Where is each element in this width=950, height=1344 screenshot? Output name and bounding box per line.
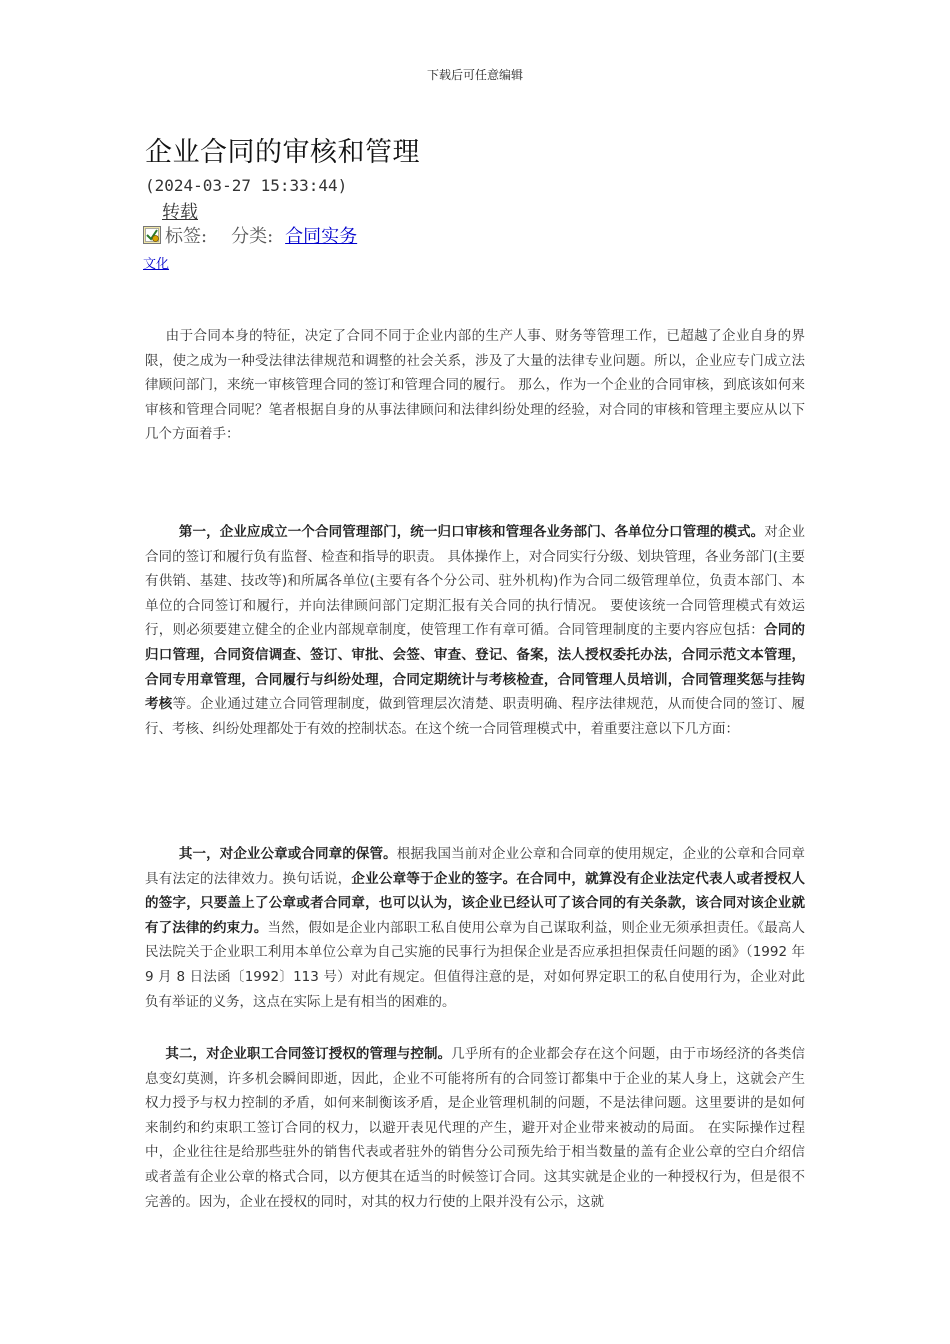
intro-text: 由于合同本身的特征，决定了合同不同于企业内部的生产人事、财务等管理工作，已超越了企业自身的界限，使之成为一种受法律法律规范和调整的社会关系，涉及了大量的法律专业问题。所以，企业应专门成立法律顾问部门，来统一审核管理合同的签订和管理合同的履行。 那么，作为一个企业的合同审核，到底该如何来审核和管理合同呢？笔者根据自身的从事法律顾问和法律纠纷处理的经验，对合同的审核和管理主要应从以下几个方面着手： [145, 328, 805, 443]
first-bold-list: 合同的归口管理，合同资信调查、签订、审批、会签、审查、登记、备案，法人授权委托办法，合同示范文本管理，合同专用章管理，合同履行与纠纷处理，合同定期统计与考核检查，合同管理人员培训，合同管理奖惩与挂钩考核 [145, 622, 806, 713]
paragraph-seal [145, 842, 805, 1014]
authorization-text: 几乎所有的企业都会存在这个问题，由于市场经济的各类信息变幻莫测，许多机会瞬间即逝，因此，企业不可能将所有的合同签订都集中于企业的某人身上，这就会产生权力授予与权力控制的矛盾，如何来制衡该矛盾，是企业管理机制的问题，不是法律问题。这里要讲的是如何来制约和约束职工签订合同的权力，以避开表见代理的产生，避开对企业带来被动的局面。 在实际操作过程中，企业往往是给那些驻外的销售代表或者驻外的销售分公司预先给于相当数量的盖有企业公章的空白介绍信或者盖有企业公章的格式合同，以方便其在适当的时候签订合同。这其实就是企业的一种授权行为，但是很不完善的。因为，企业在授权的同时，对其的权力行使的上限并没有公示，这就 [145, 1046, 806, 1210]
first-text: 对企业合同的签订和履行负有监督、检查和指导的职责。 具体操作上，对合同实行分级、划块管理，各业务部门(主要有供销、基建、技改等)和所属各单位(主要有各个分公司、驻外机构)作为合同二级管理单位，负责本部门、本单位的合同签订和履行，并向法律顾问部门定期汇报有关合同的执行情况。 要使该统一合同管理模式有效运行，则必须要建立健全的企业内部规章制度，使管理工作有章可循。合同管理制度的主要内容应包括： [145, 524, 806, 639]
seal-text: 根据我国当前对企业公章和合同章的使用规定，企业的公章和合同章具有法定的法律效力。换句话说， [145, 846, 806, 887]
first-heading: 第一，企业应成立一个合同管理部门，统一归口审核和管理各业务部门、各单位分口管理的模式。 [178, 524, 765, 540]
culture-link[interactable]: 文化 [143, 257, 170, 272]
seal-text-2: 当然，假如是企业内部职工私自使用公章为自己谋取利益，则企业无须承担责任。《最高人民法院关于企业职工利用本单位公章为自己实施的民事行为担保企业是否应承担担保责任问题的函》（1992 年 9 月 8 日法函〔1992〕113 号）对此有规定。但值得注意的是，对如何界定职工的私自使用行为，企业对此负有举证的义务，这点在实际上是有相当的困难的。 [145, 919, 805, 1010]
authorization-heading: 其二，对企业职工合同签订授权的管理与控制。 [165, 1046, 452, 1062]
paragraph-intro [145, 324, 805, 447]
post-timestamp: (2024-03-27 15:33:44) [145, 176, 348, 195]
paragraph-authorization [145, 1042, 805, 1214]
repost-link[interactable]: 转载 [162, 202, 198, 223]
category-link[interactable]: 合同实务 [285, 226, 358, 247]
download-note: 下载后可任意编辑 [426, 68, 523, 82]
seal-heading: 其一，对企业公章或合同章的保管。 [178, 846, 397, 862]
tag-bar [143, 222, 357, 248]
seal-bold-text: 企业公章等于企业的签字。在合同中，就算没有企业法定代表人或者授权人的签字，只要盖上了公章或者合同章，也可以认为，该企业已经认可了该合同的有关条款，该合同对该企业就有了法律的约束力。 [145, 870, 806, 936]
tag-label: 标签: [165, 226, 208, 247]
first-text-2: 等。企业通过建立合同管理制度，做到管理层次清楚、职责明确、程序法律规范，从而使合同的签订、履行、考核、纠纷处理都处于有效的控制状态。在这个统一合同管理模式中，着重要注意以下几方面： [145, 696, 806, 737]
category-label: 分类: [231, 226, 274, 247]
paragraph-first [145, 520, 805, 741]
page-title: 企业合同的审核和管理 [145, 137, 420, 168]
tag-icon [143, 226, 161, 244]
